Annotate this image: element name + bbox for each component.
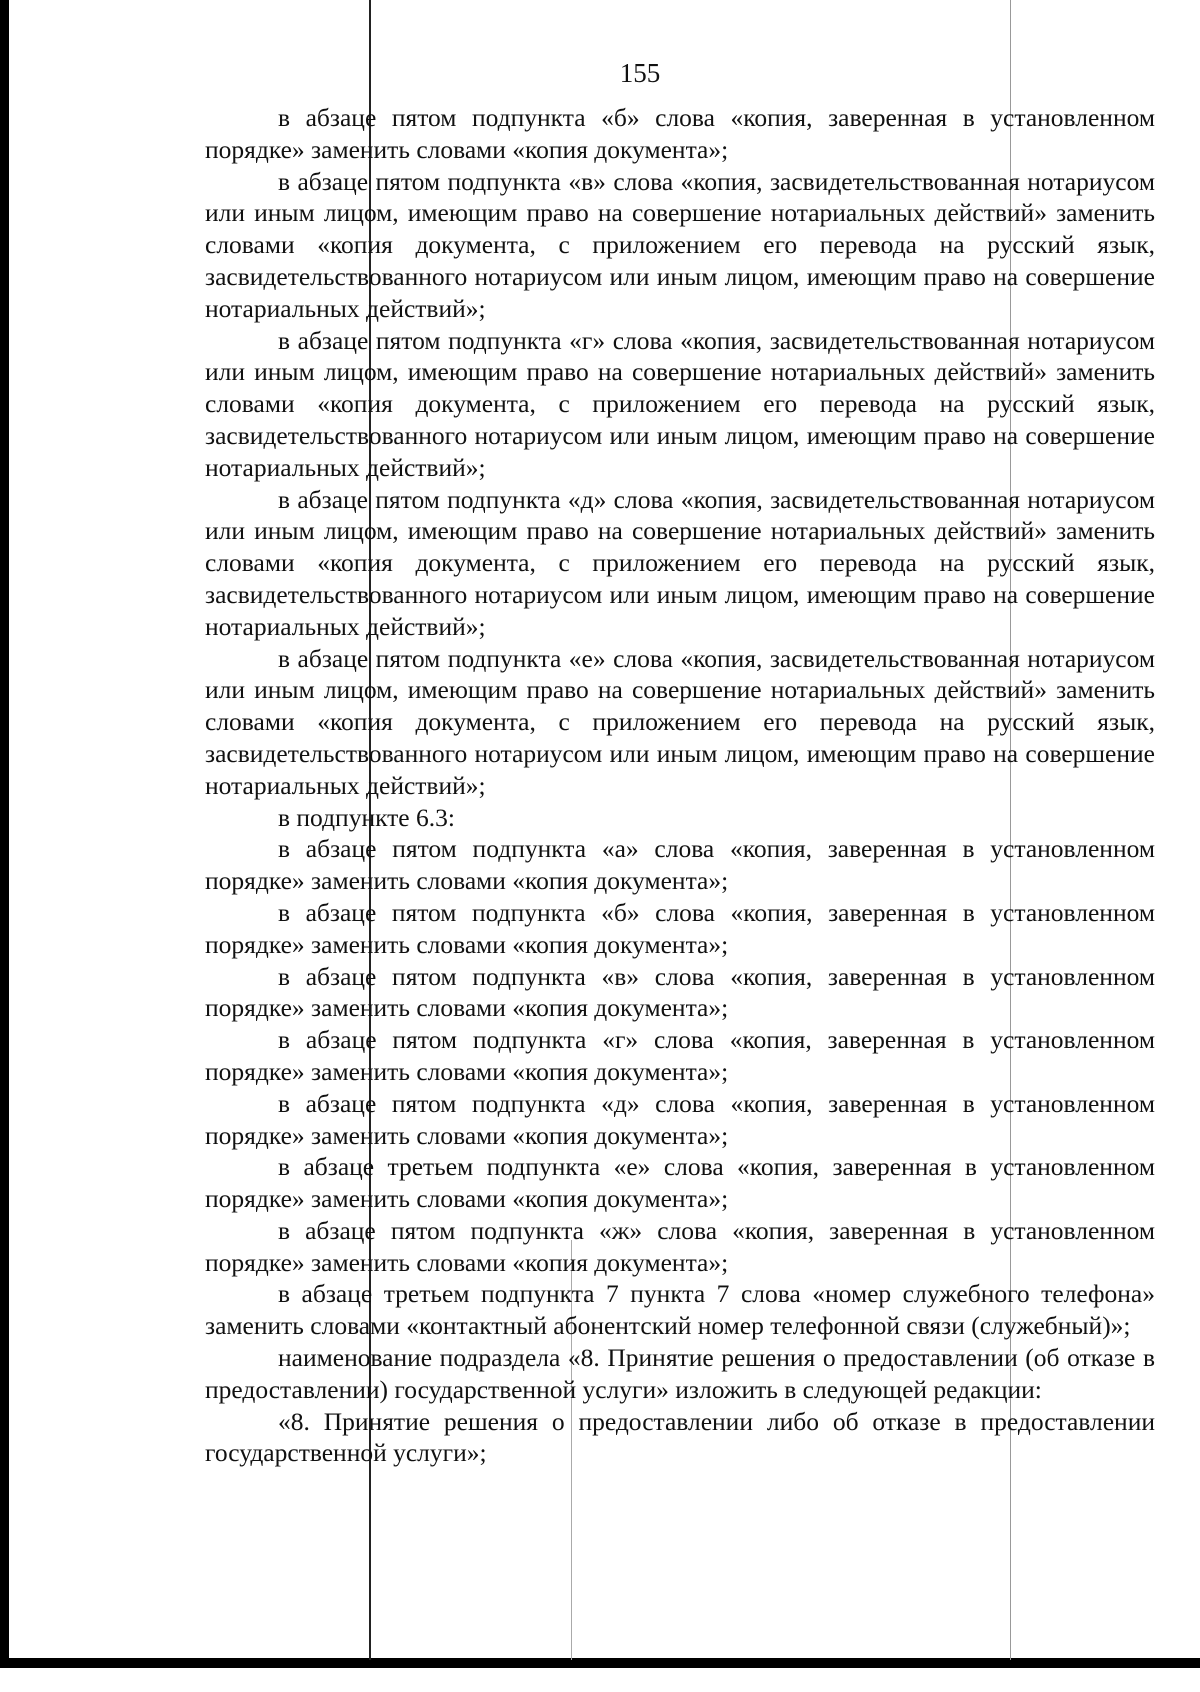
paragraph: в абзаце пятом подпункта «б» слова «копия, заверенная в установленном порядке» заменить словами «копия документа»; bbox=[205, 103, 1155, 164]
paragraph: в абзаце пятом подпункта «в» слова «копия, засвидетельствованная нотариусом или иным лицом, имеющим право на совершение нотариальных действий» заменить словами «копия документа, с приложением его перевода на русский язык, засвидетельствованного нотариусом или иным лицом, имеющим право на совершение нотариальных действий»; bbox=[205, 166, 1155, 323]
paragraph: в абзаце третьем подпункта «е» слова «копия, заверенная в установленном порядке» заменить словами «копия документа»; bbox=[205, 1152, 1155, 1214]
scan-edge-bottom bbox=[0, 1658, 1200, 1668]
paragraph: в абзаце пятом подпункта «б» слова «копия, заверенная в установленном порядке» заменить словами «копия документа»; bbox=[205, 897, 1155, 959]
paragraph: в абзаце пятом подпункта «д» слова «копия, засвидетельствованная нотариусом или иным лицом, имеющим право на совершение нотариальных действий» заменить словами «копия документа, с приложением его перевода на русский язык, засвидетельствованного нотариусом или иным лицом, имеющим право на совершение нотариальных действий»; bbox=[205, 484, 1155, 641]
page-number: 155 bbox=[619, 58, 661, 88]
paragraph: в абзаце пятом подпункта «е» слова «копия, засвидетельствованная нотариусом или иным лицом, имеющим право на совершение нотариальных действий» заменить словами «копия документа, с приложением его перевода на русский язык, засвидетельствованного нотариусом или иным лицом, имеющим право на совершение нотариальных действий»; bbox=[205, 643, 1155, 800]
paragraph: в абзаце пятом подпункта «а» слова «копия, заверенная в установленном порядке» заменить словами «копия документа»; bbox=[205, 834, 1155, 896]
scan-edge-left bbox=[0, 0, 9, 1660]
paragraph: в абзаце пятом подпункта «в» слова «копия, заверенная в установленном порядке» заменить словами «копия документа»; bbox=[205, 961, 1155, 1023]
paragraph: в абзаце третьем подпункта 7 пункта 7 слова «номер служебного телефона» заменить словами «контактный абонентский номер телефонной связи (служебный)»; bbox=[205, 1279, 1155, 1341]
paragraph: в подпункте 6.3: bbox=[278, 802, 455, 832]
paragraph: наименование подраздела «8. Принятие решения о предоставлении (об отказе в предоставлении) государственной услуги» изложить в следующей редакции: bbox=[205, 1343, 1155, 1404]
document-body bbox=[205, 102, 1155, 1469]
paragraph: «8. Принятие решения о предоставлении либо об отказе в предоставлении государственной услуги»; bbox=[205, 1406, 1155, 1468]
paragraph: в абзаце пятом подпункта «г» слова «копия, заверенная в установленном порядке» заменить словами «копия документа»; bbox=[205, 1025, 1155, 1086]
paragraph: в абзаце пятом подпункта «г» слова «копия, засвидетельствованная нотариусом или иным лицом, имеющим право на совершение нотариальных действий» заменить словами «копия документа, с приложением его перевода на русский язык, засвидетельствованного нотариусом или иным лицом, имеющим право на совершение нотариальных действий»; bbox=[205, 325, 1155, 482]
paragraph: в абзаце пятом подпункта «ж» слова «копия, заверенная в установленном порядке» заменить словами «копия документа»; bbox=[205, 1215, 1155, 1277]
paragraph: в абзаце пятом подпункта «д» слова «копия, заверенная в установленном порядке» заменить словами «копия документа»; bbox=[205, 1088, 1155, 1150]
